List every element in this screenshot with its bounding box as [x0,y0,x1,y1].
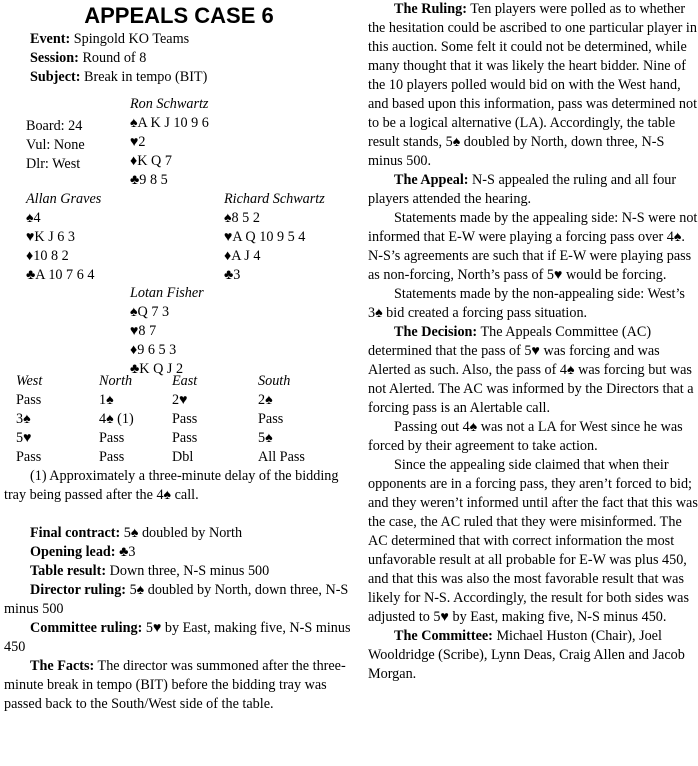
subject-line [30,68,354,87]
west-diamonds: ♦10 8 2 [26,248,69,264]
dealer: Dlr: West [26,156,81,172]
auction-header-south: South [258,373,291,389]
right-column [368,0,698,684]
opening-lead-label: Opening lead: [30,544,116,560]
east-spades: ♠8 5 2 [224,210,260,226]
event-line [30,30,354,49]
facts-label: The Facts: [30,658,95,674]
page-title: APPEALS CASE 6 [84,3,274,28]
auction-call: 5♠ [258,430,273,446]
appealing-side-statements: Statements made by the appealing side: N-S were not informed that E-W were playing a forcing pass over 4♠. N-S’s agreements are such that if E-W were playing pass as non-forcing, North’s pass of 5♥ would be forcing. [368,210,698,283]
south-spades: ♠Q 7 3 [130,304,170,320]
south-hand [130,284,204,379]
decision-paragraph-2: Passing out 4♠ was not a LA for West since he was forced by their agreement to take action. [368,419,683,454]
north-diamonds: ♦K Q 7 [130,153,172,169]
committee-text: Michael Huston (Chair), Joel Wooldridge (Scribe), Lynn Deas, Craig Allen and Jacob Morgan. [368,628,685,682]
west-spades: ♠4 [26,210,41,226]
auction-call: 2♠ [258,392,273,408]
auction-call: All Pass [258,449,305,465]
facts-text: The director was summoned after the three- minute break in tempo (BIT) before the bidding tray was passed back to the South/West side of the table. [4,658,346,712]
auction-footnote: (1) Approximately a three-minute delay of the bidding tray being passed after the 4♠ call. [4,468,339,503]
session-line [30,49,354,68]
auction-call: 5♥ [16,430,32,446]
appeal-paragraph [368,171,698,209]
north-clubs: ♣9 8 5 [130,172,168,188]
event-value: Spingold KO Teams [73,31,190,47]
table-result-value: Down three, N-S minus 500 [106,563,270,579]
facts-paragraph [4,657,354,714]
appeal-text: N-S appealed the ruling and all four players attended the hearing. [368,172,677,207]
auction-header-west: West [16,373,43,389]
board-number: Board: 24 [26,118,83,134]
table-result [4,562,354,581]
session-label: Session: [30,50,79,66]
west-player-name: Allan Graves [26,191,102,207]
auction-table [4,372,354,467]
west-hand [26,190,101,285]
event-label: Event: [30,31,71,47]
auction-call: Pass [99,430,125,446]
session-value: Round of 8 [82,50,147,66]
auction-call: Dbl [172,449,194,465]
auction-header-east: East [172,373,198,389]
table-result-label: Table result: [30,563,107,579]
case-meta [30,30,354,87]
decision-text: The Appeals Committee (AC) determined that the pass of 5♥ was forcing and was Alerted as such. Also, the pass of 4♠ was forcing but was not Alerted. The AC was informed by the Directors that a forcing pass is an Alertable call. [368,324,694,416]
auction-call: Pass [16,449,42,465]
east-player-name: Richard Schwartz [224,191,325,207]
appeal-label: The Appeal: [394,172,469,188]
auction-call: Pass [172,430,198,446]
subject-value: Break in tempo (BIT) [84,69,208,85]
auction-call: Pass [258,411,284,427]
final-contract-value: 5♠ doubled by North [120,525,243,541]
final-contract-label: Final contract: [30,525,121,541]
final-contract [4,524,354,543]
auction-call: Pass [172,411,198,427]
ruling-text: Ten players were polled as to whether the hesitation could be ascribed to one particular player in this auction. Some felt it could not be determined, while many thought that it was likely the heart bidder. Nine of the 10 players polled would bid on with the West hand, and based upon this information, pass was determined not to be a logical alternative (LA). Accordingly, the table result stands, 5♠ doubled by North, down three, N-S minus 500. [368,1,698,169]
opening-lead-value: ♣3 [115,544,136,560]
spacer [4,505,354,524]
subject-label: Subject: [30,69,81,85]
auction-call: 1♠ [99,392,114,408]
auction-call: 2♥ [172,392,188,408]
west-hearts: ♥K J 6 3 [26,229,76,245]
auction-call: Pass [99,449,125,465]
auction-call: 3♠ [16,411,31,427]
auction-call: 4♠ (1) [99,411,134,427]
committee-ruling-label: Committee ruling: [30,620,143,636]
south-clubs: ♣K Q J 2 [130,361,184,377]
deal-diagram [4,96,354,378]
committee-ruling-value: 5♥ by East, making five, N-S minus 450 [4,620,351,655]
north-player-name: Ron Schwartz [130,96,209,112]
committee-ruling [4,619,354,657]
east-hearts: ♥A Q 10 9 5 4 [224,229,306,245]
auction-header-north: North [99,373,133,389]
ruling-paragraph [368,0,698,171]
vulnerability: Vul: None [26,137,85,153]
director-ruling-value: 5♠ doubled by North, down three, N-S minus 500 [4,582,349,617]
north-hand [130,95,209,190]
ruling-label: The Ruling: [394,1,467,17]
left-column [4,0,354,714]
decision-label: The Decision: [394,324,478,340]
north-hearts: ♥2 [130,134,146,150]
auction-call: Pass [16,392,42,408]
non-appealing-side-statements: Statements made by the non-appealing side: West’s 3♠ bid created a forcing pass situation. [368,286,685,321]
east-diamonds: ♦A J 4 [224,248,261,264]
committee-paragraph [368,627,698,684]
decision-paragraph [368,323,698,418]
committee-label: The Committee: [394,628,493,644]
east-clubs: ♣3 [224,267,241,283]
director-ruling [4,581,354,619]
opening-lead [4,543,354,562]
north-spades: ♠A K J 10 9 6 [130,115,209,131]
board-info [26,117,85,174]
director-ruling-label: Director ruling: [30,582,127,598]
decision-paragraph-3: Since the appealing side claimed that when their opponents are in a forcing pass, they aren’t forced to bid; and they weren’t informed until after the fact that this was the case, the AC ruled that they were misinformed. The AC determined that with correct information the most unfavorable result at all probable for E-W was plus 450, and that this was also the most favorable result that was likely for N-S. Accordingly, the result for both sides was adjusted to 5♥ by East, making five, N-S minus 450. [368,457,698,625]
south-hearts: ♥8 7 [130,323,157,339]
east-hand [224,190,325,285]
south-diamonds: ♦9 6 5 3 [130,342,177,358]
south-player-name: Lotan Fisher [130,285,204,301]
west-clubs: ♣A 10 7 6 4 [26,267,95,283]
